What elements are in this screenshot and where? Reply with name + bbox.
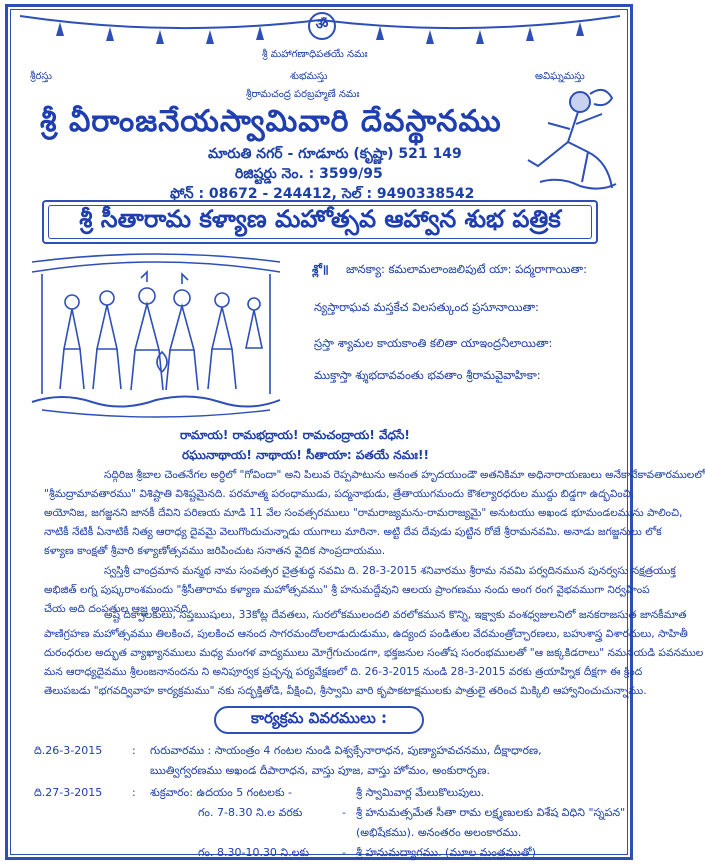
invocation-avighnamastu: అవిఘ్నమస్తు (535, 71, 585, 82)
body-line: దురంధరుల అద్భుత వ్యాఖ్యానములు మధ్య మంగళ వాద్యములు మోగ్రేగుచుండగా, భక్తజనుల సంతోష సంరంభములతో "ఆ జక్కకిడరాలు" నమనయడి పవనముల (44, 647, 704, 659)
body-line: నాటికీ నేటికీ ఏనాటికీ నిత్య ఆరాధ్య దైవమై వెలుగొందుచున్నాడు యుగాలు మారినా. అట్టి దేవ దేవుడు పుట్టిన రోజే శ్రీరామనవమి. అనాడు జగజ్జనులు లోక (44, 526, 662, 538)
schedule-sep: - (342, 846, 346, 859)
schedule-text: శ్రీ స్వామివార్ల మేలుకొలుపులు. (356, 786, 485, 799)
body-line: మన ఆరాధ్యదైవము శ్రీలంజనానందను ని అనిపూర్వక ప్రచ్ఛన్న పర్యవేక్షణలో ది. 26-3-2015 నుండి 28-3-2015 వరకు త్రయాహ్నిక దీక్షగా ఈ క్రింద (44, 666, 643, 678)
temple-registration: రిజిష్టర్డు నెం. : 3599/95 (235, 166, 383, 182)
temple-phone: ఫోన్ : 08672 - 244412, సెల్ : 9490338542 (170, 186, 475, 202)
body-line: స్వస్తిశ్రీ చాంద్రమాన మన్మథ నామ సంవత్సర చైత్రశుద్ధ నవమి ది. 28-3-2015 శనివారము శ్రీరామ నవమి పర్వదినమున పునర్వసు నక్షత్రయుక్త (104, 565, 676, 577)
schedule-text: (అభిషేకము). అనంతరం అలంకారము. (356, 826, 522, 839)
schedule-text: శ్రీ హనుమత్సమేత సీతా రామ లక్ష్మణులకు విశేష విధిని "స్నపన" (356, 806, 626, 819)
body-paragraph (44, 606, 704, 701)
schedule-sep: - (342, 806, 346, 819)
body-line: "శ్రీమద్రామావతారము" విశిష్టాతి విశిష్టమైనది. పరమాత్మ పరంధాముడు, పద్మనాభుడు, త్రేతాయుగమందు కౌశల్యారధరుల ముద్దు బిడ్డగా ఉద్భవించి, (44, 488, 635, 500)
body-line: సద్గిరిజ శ్రీబాల చెంతనేగల అర్ధిలో "గోవిందా" అని పిలువ రెప్పపాటును అనంత హృదయుండౌ అతనికిమా అధినారాయణులు అనేకానేకావతారములలో (104, 469, 705, 481)
schedule-date: ది.27-3-2015 (34, 786, 103, 799)
schedule-text: గం. 7-8.30 ని.ల వరకు (198, 806, 303, 819)
sloka-line: స్రస్తా శ్యామల కాయకాంతి కలితా యాఇంద్రనీలాయితా: (314, 336, 553, 350)
temple-address: మారుతి నగర్ - గూడూరు (కృష్ణా) 521 149 (208, 146, 462, 162)
schedule-date: ది.26-3-2015 (34, 744, 103, 757)
body-line: అష్ట దిక్పాలకులు, సప్తఋషులు, 33కోట్ల దేవతలు, సురలోకములందలి వరలోకమున కొన్ని, ఇక్ష్వాకు వంశధ్వజులనిలో జనకరాజసుత జానకీమాత (104, 609, 687, 621)
invitation-banner (42, 200, 598, 244)
schedule-text: గం. 8.30-10.30 ని.లకు (198, 846, 309, 859)
schedule-title: కార్యక్రమ వివరములు : (214, 706, 424, 734)
temple-name: శ్రీ వీరాంజనేయస్వామివారి దేవస్థానము (40, 104, 502, 139)
hanuman-illustration (520, 84, 620, 196)
schedule-text: శ్రీ హనుమద్యాగము. (మూల మంత్రముతో) (356, 846, 536, 859)
body-line: తెలుపబడు "భగవద్వివాహ కార్యక్రమము" నకు సద్భక్తితోడి, వీక్షించి, శ్రీస్వామి వారి కృపాకటాక్షములకు పాత్రులై తరించ మిక్కిలి ఆహ్వానించుచున్నాము. (44, 685, 647, 697)
invocation-ganapati: శ్రీ మహాగణాధిపతయే నమః (262, 49, 368, 60)
body-line: పాణిగ్రహణ మహోత్సవము తిలకించ, పులకించ ఆనంద సాగరమందోలలాడుదుడుము, ఉద్యంద పండితుల వేదమంత్రోచ్ఛారణలు, బహుశాస్త్ర విశారదులు, సాహితీ (44, 628, 688, 640)
schedule-sep: : (132, 744, 136, 757)
kalyanam-illustration (22, 252, 290, 422)
banner-title: శ్రీ సీతారామ కళ్యాణ మహోత్సవ ఆహ్వాన శుభ పత్రిక (79, 205, 561, 233)
invocation-ramachandra: శ్రీరామచంద్ర పరబ్రహ్మణే నమః (246, 89, 360, 100)
sloka-line: న్యస్తారాఘవ మస్తకేచ విలసత్కుంద ప్రసూనాయితా: (314, 300, 539, 314)
sloka-line: జానక్యా: కమలామలాంజలిపుటే యా: పద్మరాగాయితా: (346, 262, 587, 276)
body-line: అయోనిజ, జగజ్జనని జానకీ దేవిని పరిణయ మాడి 11 వేల సంవత్సరములు "రామరాజ్యమను-రామరాజ్యమై" అనుటయు అఖండ భూమండలమును పాలించి, (44, 507, 683, 519)
sloka-marker: శ్లో॥ (312, 262, 329, 276)
invocation-srirastu: శ్రీరస్తు (30, 71, 52, 82)
body-line: కళ్యాణ కాంక్షతో శ్రీవారి కళ్యాణోత్సవము జరిపించుట సనాతన వైదిక సాంప్రదాయము. (44, 545, 386, 557)
schedule-text: శుక్రవారం: ఉదయం 5 గంటలకు - (150, 786, 292, 799)
schedule-text: గురువారము : సాయంత్రం 4 గంటల నుండి విశ్వక్సేనారాధన, పుణ్యాహవచనము, దీక్షాధారణ, (150, 744, 542, 757)
schedule-sep: : (132, 786, 136, 799)
schedule-text: ఋత్విగ్వరణము అఖండ దీపారాధన, వాస్తు పూజ, వాస్తు హోమం, అంకురార్పణ. (150, 764, 490, 777)
rama-invocation-line: రామాయ! రామభద్రాయ! రామచంద్రాయ! వేధసే! (180, 428, 410, 442)
invocation-subhamastu: శుభమస్తు (290, 71, 328, 82)
body-paragraph (44, 466, 705, 561)
rama-invocation-line: రఘునాథాయ! నాథాయ! సీతాయా: పతయే నమః!! (182, 448, 429, 462)
body-line: అభిజిత్ లగ్న పుష్కరాంశమందు "శ్రీసీతారామ కళ్యాణ మహోత్సవము" శ్రీ హనుమద్దేవుని ఆలయ ప్రాంగణము నందు అంగ రంగ వైభవముగా నిర్వహింప (44, 584, 650, 596)
body-line: చేయ అది దంపతుల ఆజ్ఞ అయినది. (44, 603, 192, 615)
om-icon: ॐ (308, 12, 336, 40)
sloka-line: ముక్తాస్తా శ్శుభదావవంతు భవతాం శ్రీరామవైవాహికా: (314, 368, 541, 382)
